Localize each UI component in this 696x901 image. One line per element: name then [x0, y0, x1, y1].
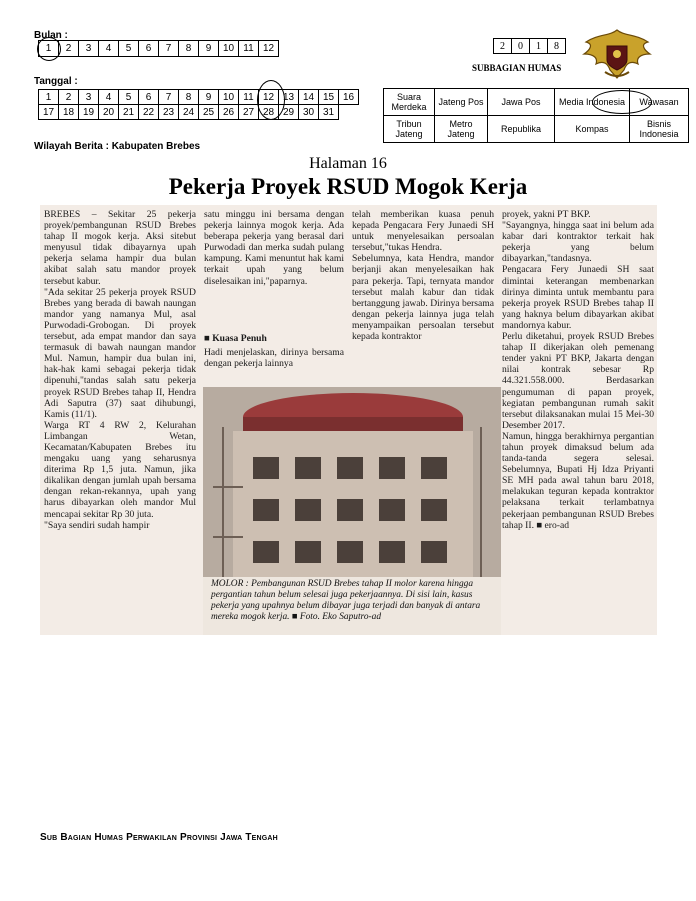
source-cell: Media Indonesia — [555, 89, 630, 116]
source-cell: Tribun Jateng — [384, 116, 435, 143]
month-cell: 8 — [179, 41, 199, 57]
date-cell: 22 — [139, 105, 159, 120]
date-cell: 18 — [59, 105, 79, 120]
page-number-label: Halaman 16 — [309, 155, 387, 172]
month-cell: 10 — [219, 41, 239, 57]
wilayah-berita: Wilayah Berita : Kabupaten Brebes — [34, 141, 201, 152]
date-cell: 13 — [279, 90, 299, 105]
date-cell: 6 — [139, 90, 159, 105]
month-cell: 5 — [119, 41, 139, 57]
date-cell: 5 — [119, 90, 139, 105]
month-cell: 9 — [199, 41, 219, 57]
month-cell: 6 — [139, 41, 159, 57]
date-cell: 4 — [99, 90, 119, 105]
date-cell: 25 — [199, 105, 219, 120]
date-cell: 9 — [199, 90, 219, 105]
article-column-4: proyek, yakni PT BKP. "Sayangnya, hingga saat ini belum ada kabar dari kontraktor terkait hak pekerja yang belum dibayarkan,"tandasnya. Pengacara Fery Junaedi SH saat dimintai keterangan membenarkan dirinya diminta untuk membantu para pekerja proyek RSUD Brebes tahap II yang haknya belum dibayarkan akibat mandornya kabur. Perlu diketahui, proyek RSUD Brebes tahap II dikerjakan oleh pemenang tender yakni PT BKP, Jakarta dengan nilai kontrak sebesar Rp 44.321.558.000. Berdasarkan pengumuman di papan proyek, kegiatan pembangunan rumah sakit tersebut dilaksanakan mulai 15 Mei-30 Desember 2017. Namun, hingga berakhirnya pergantian tahun proyek dimaksud belum ada tanda-tanda segera selesai. Sebelumnya, Bupati Hj Idza Priyanti SE MH pada awal tahun baru 2018, melakukan teguran kepada kontraktor pelaksana terkait terlambatnya pekerjaan pembangunan RSUD Brebes tahap II. ■ ero-ad — [502, 209, 654, 531]
photo-caption: MOLOR : Pembangunan RSUD Brebes tahap II molor karena hingga pergantian tahun belum selesai juga pekerjaannya. Di sisi lain, kasus pekerja yang upahnya belum dibayar juga terjadi dan banyak di antara mereka mogok kerja. ■ Foto. Eko Saputro-ad — [211, 579, 481, 622]
selected-date-circle — [257, 80, 285, 120]
date-cell: 2 — [59, 90, 79, 105]
month-table — [38, 40, 279, 57]
year-digit-cell: 0 — [512, 39, 530, 54]
date-cell: 20 — [99, 105, 119, 120]
month-cell: 1 — [39, 41, 59, 57]
date-cell: 19 — [79, 105, 99, 120]
year-digit-cell: 8 — [548, 39, 566, 54]
article-headline: Pekerja Proyek RSUD Mogok Kerja — [168, 174, 528, 199]
source-cell: Jateng Pos — [435, 89, 488, 116]
subbagian-humas: SUBBAGIAN HUMAS — [472, 63, 562, 73]
date-cell: 10 — [219, 90, 239, 105]
source-cell: Wawasan — [630, 89, 689, 116]
source-cell: Metro Jateng — [435, 116, 488, 143]
newspaper-clipping — [40, 205, 657, 635]
selected-source-circle — [592, 90, 652, 114]
year-digit-cell: 1 — [530, 39, 548, 54]
subhead-text: Kuasa Penuh — [212, 333, 267, 344]
date-cell: 27 — [239, 105, 259, 120]
date-cell: 1 — [39, 90, 59, 105]
subhead-kuasa-penuh: ■ Kuasa Penuh — [204, 333, 267, 344]
source-cell: Bisnis Indonesia — [630, 116, 689, 143]
month-cell: 7 — [159, 41, 179, 57]
source-cell: Suara Merdeka — [384, 89, 435, 116]
garuda-emblem-icon — [580, 24, 654, 84]
tanggal-label: Tanggal : — [34, 76, 78, 87]
date-cell: 8 — [179, 90, 199, 105]
date-cell: 17 — [39, 105, 59, 120]
date-cell: 28 — [259, 105, 279, 120]
date-cell: 3 — [79, 90, 99, 105]
source-cell: Republika — [488, 116, 555, 143]
bulan-label: Bulan : — [34, 30, 68, 41]
article-column-2b: Hadi menjelaskan, dirinya bersama dengan pekerja lainnya — [204, 347, 344, 370]
date-cell: 23 — [159, 105, 179, 120]
year-table — [493, 38, 566, 54]
date-cell: 24 — [179, 105, 199, 120]
selected-month-circle — [37, 37, 61, 61]
construction-photo — [203, 387, 501, 635]
date-cell: 7 — [159, 90, 179, 105]
article-column-1: BREBES – Sekitar 25 pekerja proyek/pembangunan RSUD Brebes tahap II mogok kerja. Aksi sitebut menyusul tidak dibayarnya upah pekerja selama hampir dua bulan akibat salah satu mandor proyek tersebut kabur. "Ada sekitar 25 pekerja proyek RSUD Brebes yang berada di bawah naungan mandor yang namanya Mul, asal Purwodadi-Grobogan. Di proyek tersebut, ada empat mandor dan saya termasuk di bawah naungan mandor Mul. Namun, hampir dua bulan ini, hak-hak kami sebagai pekerja tidak dipenuhi,"tandas salah satu pekerja proyek RSUD Brebes tahap II, Hendra Adi Saputra (37) saat dihubungi, Kamis (11/1). Warga RT 4 RW 2, Kelurahan Limbangan Wetan, Kecamatan/Kabupaten Brebes itu mengaku uang yang seharusnya diterima Rp 1,5 juta. Namun, jika dikalikan dengan jumlah upah bersama dengan rekan-rekannya, upah yang harus dibayarkan oleh mandor Mul mencapai sekitar Rp 30 juta. "Saya sendiri sudah hampir — [44, 209, 196, 531]
date-cell: 30 — [299, 105, 319, 120]
date-cell: 15 — [319, 90, 339, 105]
source-cell: Jawa Pos — [488, 89, 555, 116]
date-cell: 26 — [219, 105, 239, 120]
date-table — [38, 89, 359, 120]
date-cell: 14 — [299, 90, 319, 105]
footer-text: Sub Bagian Humas Perwakilan Provinsi Jawa Tengah — [40, 832, 278, 843]
date-cell: 29 — [279, 105, 299, 120]
date-cell: 12 — [259, 90, 279, 105]
month-cell: 3 — [79, 41, 99, 57]
date-cell: 31 — [319, 105, 339, 120]
date-cell: 16 — [339, 90, 359, 105]
year-digit-cell: 2 — [494, 39, 512, 54]
month-cell: 2 — [59, 41, 79, 57]
date-cell: 21 — [119, 105, 139, 120]
article-column-3: telah memberikan kuasa penuh kepada Pengacara Fery Junaedi SH untuk menyelesaikan persoalan tersebut,"tukas Hendra. Sebelumnya, kata Hendra, mandor berjanji akan menyelesaikan hak para pekerja. Tapi, ternyata mandor tersebut malah kabur dan tidak bertanggung jawab. Dirinya bersama dengan pekerja lainnya juga telah menyampaikan persoalan tersebut kepada kontraktor — [352, 209, 494, 343]
source-cell: Kompas — [555, 116, 630, 143]
month-cell: 4 — [99, 41, 119, 57]
date-cell: 11 — [239, 90, 259, 105]
month-cell: 12 — [259, 41, 279, 57]
month-cell: 11 — [239, 41, 259, 57]
article-column-2: satu minggu ini bersama dengan pekerja lainnya mogok kerja. Ada beberapa pekerja yang berasal dari Purwodadi dan merka sudah pulang kampung. Kami menuntut hak kami terkait upah yang belum diselesaikan ini,"paparnya. — [204, 209, 344, 287]
